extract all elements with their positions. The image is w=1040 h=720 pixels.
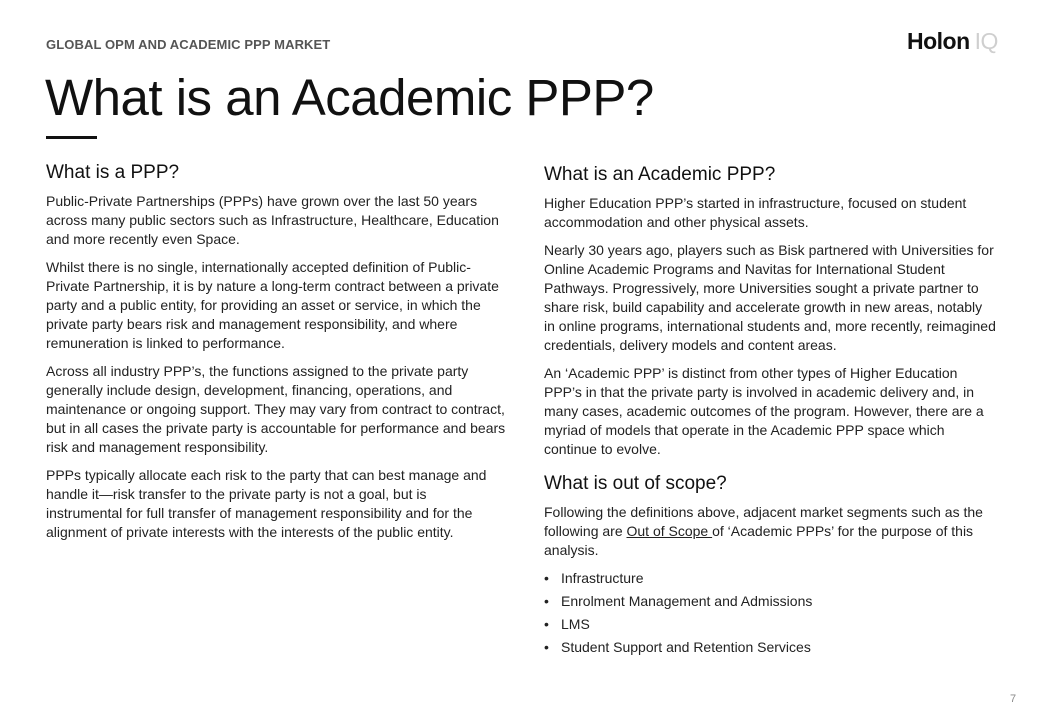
list-item-label: Student Support and Retention Services [561, 639, 811, 655]
left-paragraph: Public-Private Partnerships (PPPs) have grown over the last 50 years across many public sectors such as Infrastructure, Healthcare, Education and more recently even Space. [46, 193, 499, 247]
scope-paragraph [544, 503, 996, 560]
scope-text: Following the definitions above, adjacent market segments such as the following are [544, 504, 983, 539]
bullet-icon: • [544, 616, 549, 632]
list-item [544, 638, 996, 657]
logo-suffix: IQ [974, 27, 998, 54]
list-item [544, 569, 996, 588]
list-item-label: Infrastructure [561, 570, 644, 586]
left-column [46, 160, 506, 551]
holoniq-logo [907, 26, 998, 56]
logo-wordmark: Holon [907, 27, 970, 54]
left-heading: What is a PPP? [46, 162, 180, 183]
right-column [544, 162, 996, 661]
right-paragraph: Nearly 30 years ago, players such as Bisk partnered with Universities for Online Academic Programs and Navitas for International Student Pathways. Progressively, more Universities sought a private partner to share risk, build capability and accelerate growth in new areas, notably in online programs, international students and, more recently, reimagined credentials, delivery models and content areas. [544, 242, 996, 353]
out-of-scope-list [544, 569, 996, 657]
list-item [544, 592, 996, 611]
left-paragraph: Whilst there is no single, internationally accepted definition of Public-Private Partnership, it is by nature a long-term contract between a private party and a public entity, for providing an asset or service, in which the private party bears risk and management responsibility, and where remuneration is linked to performance. [46, 259, 499, 351]
bullet-icon: • [544, 593, 549, 609]
scope-text: of ‘Academic PPPs’ for the purpose of this analysis. [544, 523, 974, 558]
left-paragraph: PPPs typically allocate each risk to the party that can best manage and handle it—risk transfer to the private party is not a goal, but is instrumental for full transfer of management responsibility and for the alignment of private interests with the interests of the public entity. [46, 467, 487, 540]
bullet-icon: • [544, 570, 549, 586]
bullet-icon: • [544, 639, 549, 655]
list-item-label: Enrolment Management and Admissions [561, 593, 813, 609]
scope-heading: What is out of scope? [544, 473, 727, 494]
right-heading: What is an Academic PPP? [544, 164, 776, 185]
list-item-label: LMS [561, 616, 590, 632]
title-underline-divider [46, 136, 97, 139]
page-number: 7 [1010, 693, 1017, 705]
page-title: What is an Academic PPP? [45, 69, 654, 126]
out-of-scope-underlined-text: Out of Scope [626, 523, 713, 539]
left-paragraph: Across all industry PPP’s, the functions assigned to the private party generally include design, development, financing, operations, and maintenance or ongoing support. They may vary from contract to contract, but in all cases the private party is accountable for performance and bears risk and management responsibility. [46, 363, 506, 455]
right-paragraph: Higher Education PPP’s started in infrastructure, focused on student accommodation and other physical assets. [544, 195, 967, 230]
section-eyebrow: GLOBAL OPM AND ACADEMIC PPP MARKET [46, 37, 331, 52]
list-item [544, 615, 996, 634]
right-paragraph: An ‘Academic PPP’ is distinct from other types of Higher Education PPP’s in that the private party is involved in academic delivery and, in many cases, academic outcomes of the program. However, there are a myriad of models that operate in the Academic PPP space which continue to evolve. [544, 365, 984, 457]
